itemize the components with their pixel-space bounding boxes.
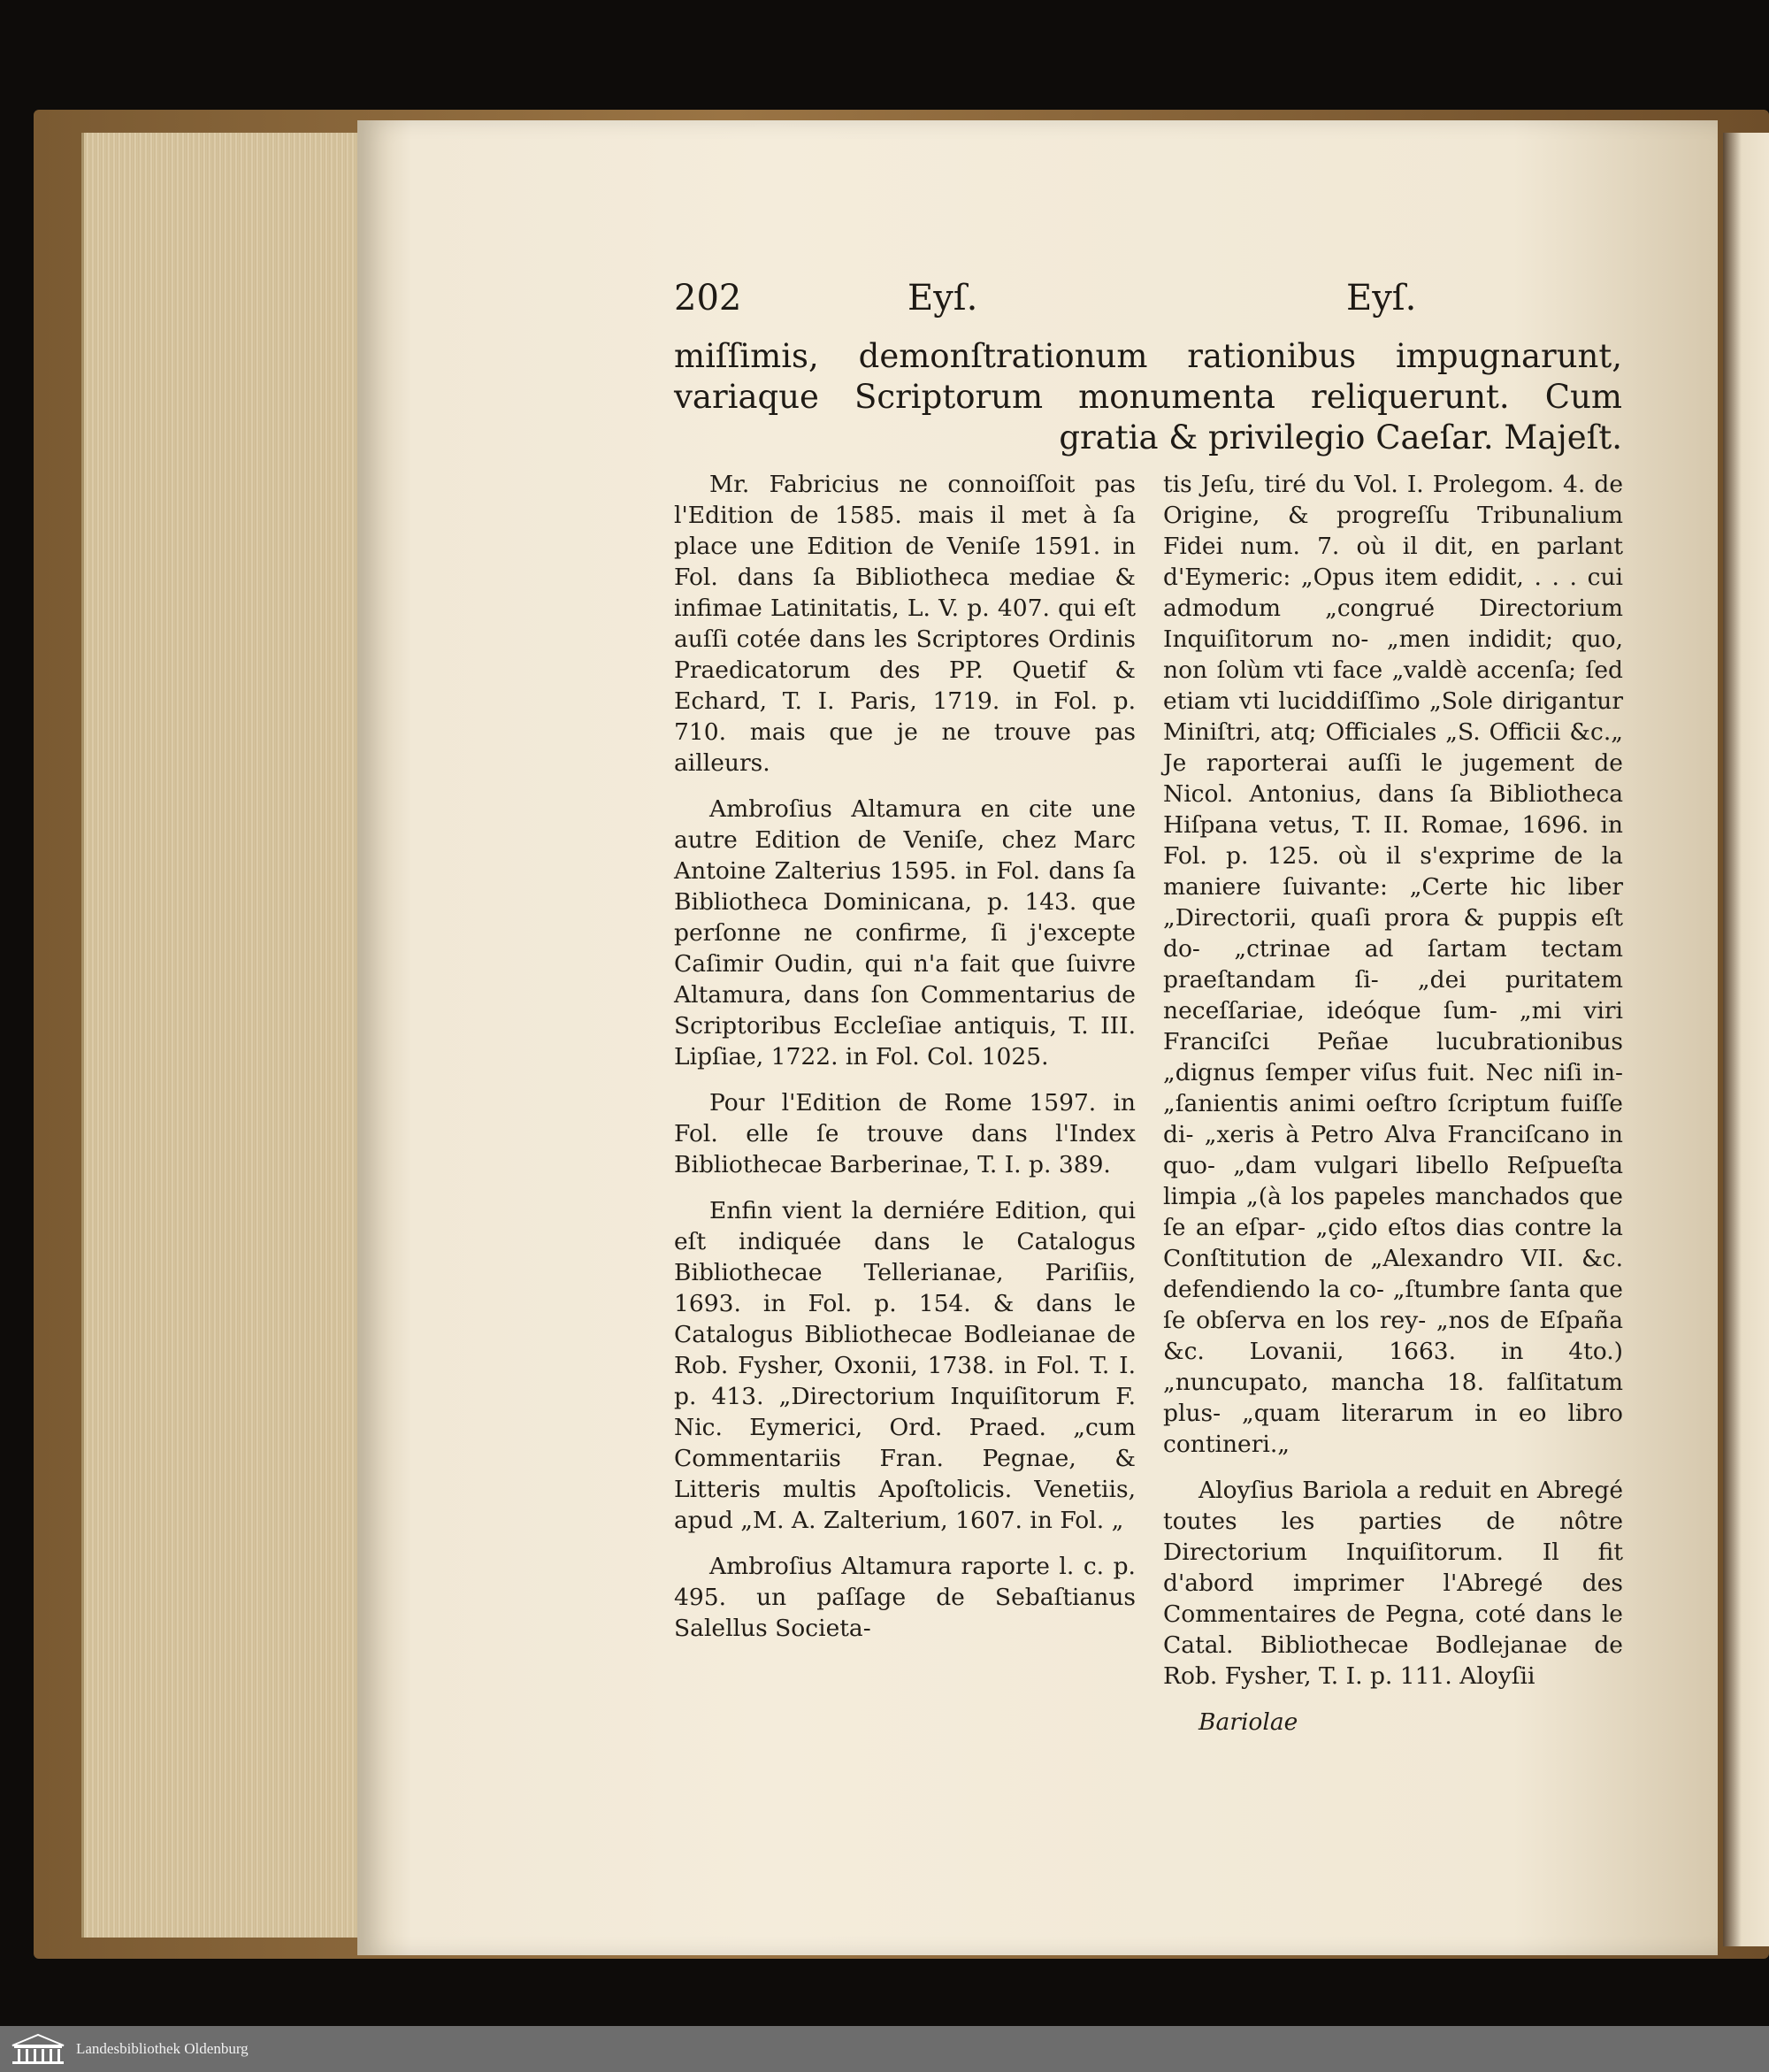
- paragraph: Enfin vient la derniére Edition, qui eſt indiquée dans le Catalogus Bibliothecae Tellerianae, Pariſiis, 1693. in Fol. p. 154. & dans le Catalogus Bibliothecae Bodleianae de Rob. Fysher, Oxonii, 1738. in Fol. T. I. p. 413. „Directorium Inquiſitorum F. Nic. Eymerici, Ord. Praed. „cum Commentariis Fran. Pegnae, & Litteris multis Apoſtolicis. Venetiis, apud „M. A. Zalterium, 1607. in Fol. „: [674, 1197, 1136, 1534]
- running-head-left: Eyſ.: [907, 278, 978, 318]
- paragraph: Mr. Fabricius ne connoiſſoit pas l'Edition de 1585. mais il met à ſa place une Edition de Veniſe 1591. in Fol. dans ſa Bibliotheca mediae & infimae Latinitatis, L. V. p. 407. qui eſt auſſi cotée dans les Scriptores Ordinis Praedicatorum des PP. Quetif & Echard, T. I. Paris, 1719. in Fol. p. 710. mais que je ne trouve pas ailleurs.: [674, 471, 1136, 777]
- library-building-icon: [11, 2033, 65, 2065]
- paragraph: Ambroſius Altamura raporte l. c. p. 495. un paſſage de Sebaſtianus Salellus Societa-: [674, 1553, 1136, 1642]
- footer-bar: [0, 2026, 1769, 2072]
- paragraph: Ambroſius Altamura en cite une autre Edition de Veniſe, chez Marc Antoine Zalterius 1595. in Fol. dans ſa Bibliotheca Dominicana, p. 143. que perſonne ne confirme, ſi j'excepte Caſimir Oudin, qui n'a fait que ſuivre Altamura, dans ſon Commentarius de Scriptoribus Eccleſiae antiquis, T. III. Lipſiae, 1722. in Fol. Col. 1025.: [674, 795, 1136, 1071]
- running-head-right: Eyſ.: [1346, 278, 1417, 318]
- page-number: 202: [674, 278, 742, 318]
- top-paragraph: miſſimis, demonſtrationum rationibus impugnarunt, variaque Scriptorum monumenta reliquerunt. Cum gratia & privilegio Caeſar. Majeſt.: [674, 337, 1622, 457]
- next-page-edge: [1723, 133, 1769, 1946]
- catchword: Bariolae: [1198, 1708, 1298, 1736]
- paragraph: Aloyſius Bariola a reduit en Abregé toutes les parties de nôtre Directorium Inquiſitorum. Il fit d'abord imprimer l'Abregé des Commentaires de Pegna, coté dans le Catal. Bibliothecae Bodlejanae de Rob. Fysher, T. I. p. 111. Aloyſii: [1163, 1477, 1623, 1690]
- paragraph: Pour l'Edition de Rome 1597. in Fol. elle ſe trouve dans l'Index Bibliothecae Barberinae, T. I. p. 389.: [674, 1089, 1136, 1178]
- right-column: [1163, 469, 1623, 1753]
- page-edges: [81, 133, 367, 1938]
- library-name[interactable]: Landesbibliothek Oldenburg: [76, 2040, 249, 2057]
- left-column: [674, 469, 1136, 1659]
- paragraph: tis Jeſu, tiré du Vol. I. Prolegom. 4. de Origine, & progreſſu Tribunalium Fidei num. 7. où il dit, en parlant d'Eymeric: „Opus item edidit, . . . cui admodum „congrué Directorium Inquiſitorum no- „men indidit; quo, non ſolùm vti face „valdè accenſa; ſed etiam vti luciddiſſimo „Sole dirigantur Miniſtri, atq; Officiales „S. Officii &c.„ Je raporterai auſſi le jugement de Nicol. Antonius, dans ſa Bibliotheca Hiſpana vetus, T. II. Romae, 1696. in Fol. p. 125. où il s'exprime de la maniere ſuivante: „Certe hic liber „Directorii, quaſi prora & puppis eſt do- „ctrinae ad ſartam tectam praeſtandam ſi- „dei puritatem neceſſariae, ideóque ſum- „mi viri Franciſci Peñae lucubrationibus „dignus ſemper viſus fuit. Nec niſi in- „ſanientis animi oeſtro ſcriptum fuiſſe di- „xeris à Petro Alva Franciſcano in quo- „dam vulgari libello Reſpueſta limpia „(à los papeles manchados que ſe an eſpar- „çido eſtos dias contre la Conſtitution de „Alexandro VII. &c. defendiendo la co- „ſtumbre ſanta que ſe obſerva en los rey- „nos de Eſpaña &c. Lovanii, 1663. in 4to.) „nuncupato, mancha 18. falſitatum plus- „quam literarum in eo libro contineri.„: [1163, 471, 1623, 1458]
